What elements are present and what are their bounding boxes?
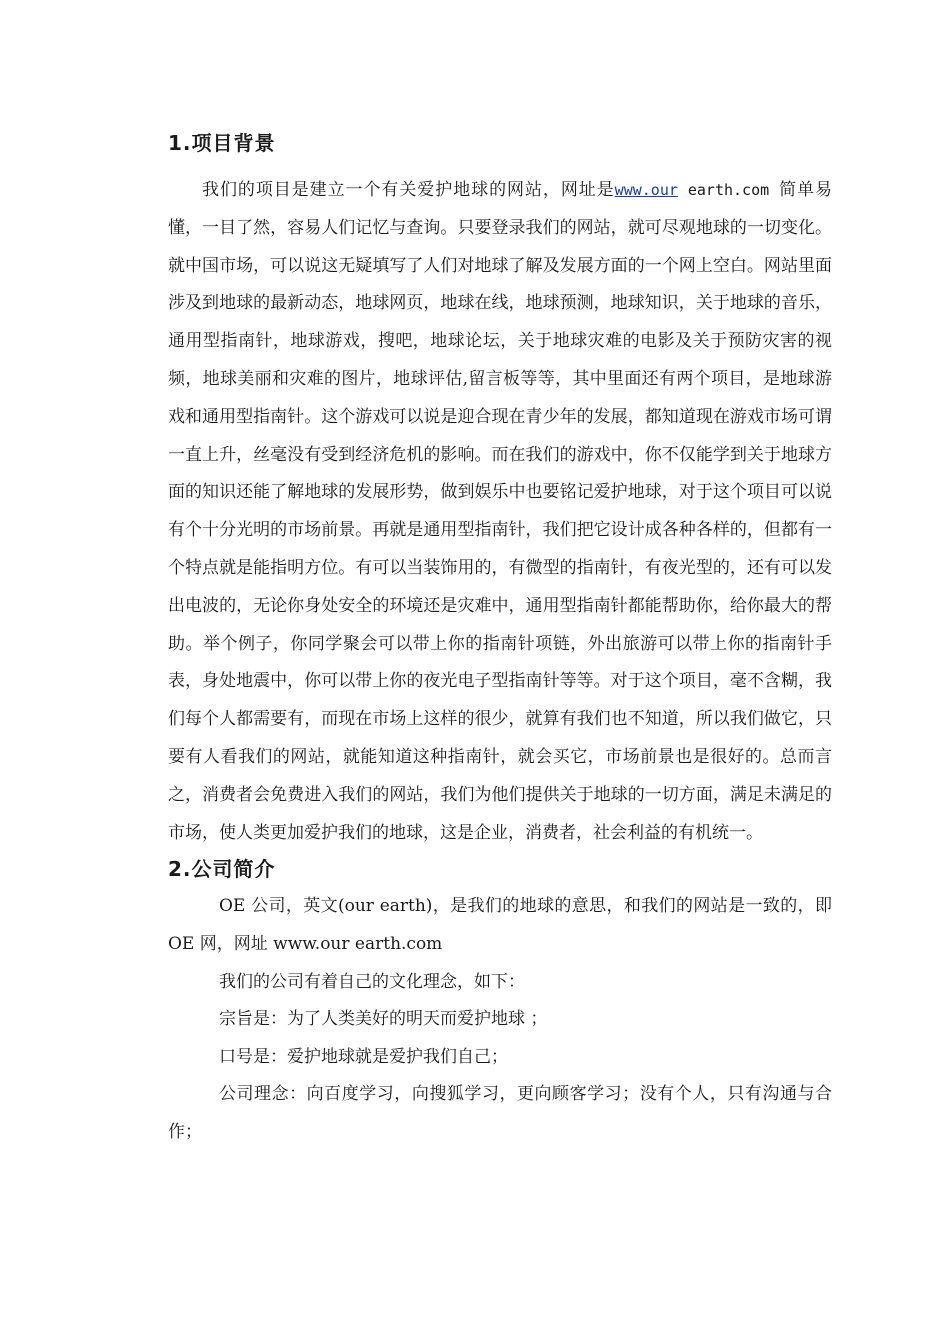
website-link[interactable]: www.our — [614, 181, 678, 199]
company-intro-paragraph — [168, 888, 832, 963]
section-1-paragraph — [168, 172, 832, 852]
philosophy-paragraph: 公司理念：向百度学习，向搜狐学习，更向顾客学习；没有个人，只有沟通与合作； — [168, 1084, 832, 1142]
section-1-heading: 1.项目背景 — [168, 131, 276, 155]
slogan-line: 口号是：爱护地球就是爱护我们自己； — [219, 1046, 508, 1067]
company-intro-text: OE 公司，英文(our earth)，是我们的地球的意思，和我们的网站是一致的，即 OE 网，网址 — [168, 896, 832, 954]
purpose-line: 宗旨是：为了人类美好的明天而爱护地球 ； — [219, 1009, 548, 1030]
paragraph-text-start: 我们的项目是建立一个有关爱护地球的网站，网址是 — [202, 180, 615, 200]
section-2-heading: 2.公司简介 — [168, 857, 276, 882]
website-domain-text: earth.com — [677, 181, 780, 199]
company-url-text: www.our earth.com — [273, 933, 443, 954]
document-page — [168, 128, 832, 1152]
paragraph-text-rest: 简单易懂，一目了然，容易人们记忆与查询。只要登录我们的网站，就可尽观地球的一切变化。就中国市场，可以说这无疑填写了人们对地球了解及发展方面的一个网上空白。网站里面涉及到地球的最新动态，地球网页，地球在线，地球预测，地球知识，关于地球的音乐，通用型指南针，地球游戏，搜吧，地球论坛，关于地球灾难的电影及关于预防灾害的视频，地球美丽和灾难的图片，地球评估,留言板等等，其中里面还有两个项目，是地球游戏和通用型指南针。这个游戏可以说是迎合现在青少年的发展，都知道现在游戏市场可谓一直上升，丝毫没有受到经济危机的影响。而在我们的游戏中，你不仅能学到关于地球方面的知识还能了解地球的发展形势，做到娱乐中也要铭记爱护地球，对于这个项目可以说有个十分光明的市场前景。再就是通用型指南针，我们把它设计成各种各样的，但都有一个特点就是能指明方位。有可以当装饰用的，有微型的指南针，有夜光型的，还有可以发出电波的，无论你身处安全的环境还是灾难中，通用型指南针都能帮助你，给你最大的帮助。举个例子，你同学聚会可以带上你的指南针项链，外出旅游可以带上你的指南针手表，身处地震中，你可以带上你的夜光电子型指南针等等。对于这个项目，毫不含糊，我们每个人都需要有，而现在市场上这样的很少，就算有我们也不知道，所以我们做它，只要有人看我们的网站，就能知道这种指南针，就会买它，市场前景也是很好的。总而言之，消费者会免费进入我们的网站，我们为他们提供关于地球的一切方面，满足未满足的市场，使人类更加爱护我们的地球，这是企业，消费者，社会利益的有机统一。 — [168, 180, 833, 843]
culture-line: 我们的公司有着自己的文化理念，如下： — [219, 971, 525, 992]
